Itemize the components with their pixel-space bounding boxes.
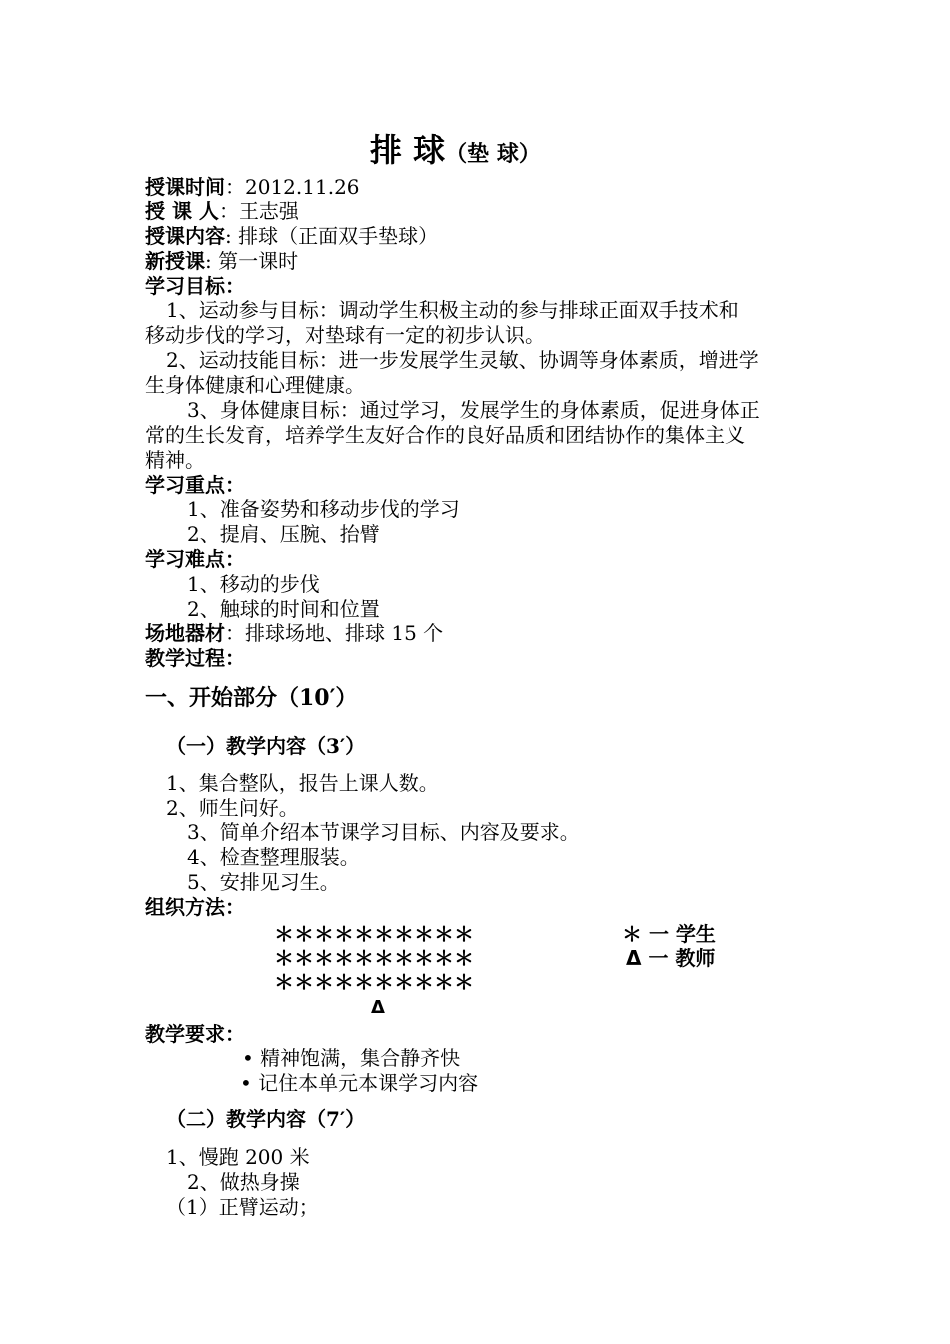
info-lesson: 新授课: 第一课时 xyxy=(145,249,299,273)
objective-line: 生身体健康和心理健康。 xyxy=(145,373,365,397)
objective-line: 常的生长发育，培养学生友好合作的良好品质和团结协作的集体主义 xyxy=(145,423,745,447)
objective-line: 移动步伐的学习，对垫球有一定的初步认识。 xyxy=(145,323,545,347)
requirements-heading: 教学要求： xyxy=(145,1022,245,1046)
info-label: 授课时间 xyxy=(145,175,225,199)
objective-line: 1、运动参与目标：调动学生积极主动的参与排球正面双手技术和 xyxy=(166,298,739,322)
equipment-label: 场地器材 xyxy=(145,621,225,645)
title-main: 排 球 xyxy=(370,131,446,169)
student-formation-row: ＊＊＊＊＊＊＊＊＊＊ xyxy=(274,946,474,970)
info-label: 新授课 xyxy=(145,249,205,273)
process-heading: 教学过程： xyxy=(145,646,245,670)
equipment-value: 排球场地、排球 15 个 xyxy=(245,621,444,645)
student-formation-row: ＊＊＊＊＊＊＊＊＊＊ xyxy=(274,970,474,994)
section1-item: 1、集合整队，报告上课人数。 xyxy=(166,771,439,795)
info-label: 授 课 人 xyxy=(145,199,219,223)
equipment-line: 场地器材：排球场地、排球 15 个 xyxy=(145,621,444,645)
key-point-item: 2、提肩、压腕、抬臂 xyxy=(187,522,380,546)
info-teacher: 授 课 人：王志强 xyxy=(145,199,299,223)
section1-heading: （一）教学内容（3′） xyxy=(166,734,366,758)
section2-item: 1、慢跑 200 米 xyxy=(166,1145,310,1169)
difficulty-item: 1、移动的步伐 xyxy=(187,572,320,596)
difficulties-heading: 学习难点： xyxy=(145,547,245,571)
section1-item: 3、简单介绍本节课学习目标、内容及要求。 xyxy=(187,820,580,844)
organization-heading: 组织方法： xyxy=(145,895,245,919)
section1-item: 2、师生问好。 xyxy=(166,796,299,820)
difficulty-item: 2、触球的时间和位置 xyxy=(187,597,380,621)
objective-line: 3、身体健康目标：通过学习，发展学生的身体素质，促进身体正 xyxy=(187,398,760,422)
part1-heading: 一、开始部分（10′） xyxy=(145,685,358,711)
title-sub: （垫 球） xyxy=(445,141,541,167)
section2-item: （1）正臂运动； xyxy=(166,1195,319,1219)
info-value: 第一课时 xyxy=(218,249,299,273)
section2-heading: （二）教学内容（7′） xyxy=(166,1107,366,1131)
info-value: 王志强 xyxy=(238,199,299,223)
info-content: 授课内容: 排球（正面双手垫球） xyxy=(145,224,439,248)
objective-line: 2、运动技能目标：进一步发展学生灵敏、协调等身体素质，增进学 xyxy=(166,348,759,372)
section2-item: 2、做热身操 xyxy=(187,1170,300,1194)
legend-student: ＊ 一 学生 xyxy=(622,922,716,946)
info-date: 授课时间：2012.11.26 xyxy=(145,175,360,199)
student-formation-row: ＊＊＊＊＊＊＊＊＊＊ xyxy=(274,922,474,946)
key-point-item: 1、准备姿势和移动步伐的学习 xyxy=(187,497,460,521)
requirement-item: • 精神饱满，集合静齐快 xyxy=(242,1046,461,1070)
section1-item: 5、安排见习生。 xyxy=(187,870,340,894)
document-title xyxy=(370,130,541,174)
key-points-heading: 学习重点： xyxy=(145,473,245,497)
info-value: 2012.11.26 xyxy=(245,175,360,199)
objectives-heading: 学习目标： xyxy=(145,274,245,298)
info-label: 授课内容 xyxy=(145,224,225,248)
teacher-position-mark: Δ xyxy=(371,997,385,1018)
section1-item: 4、检查整理服装。 xyxy=(187,845,360,869)
legend-teacher: Δ 一 教师 xyxy=(626,946,716,970)
objective-line: 精神。 xyxy=(145,448,205,472)
info-value: 排球（正面双手垫球） xyxy=(238,224,439,248)
requirement-item: • 记住本单元本课学习内容 xyxy=(240,1071,479,1095)
